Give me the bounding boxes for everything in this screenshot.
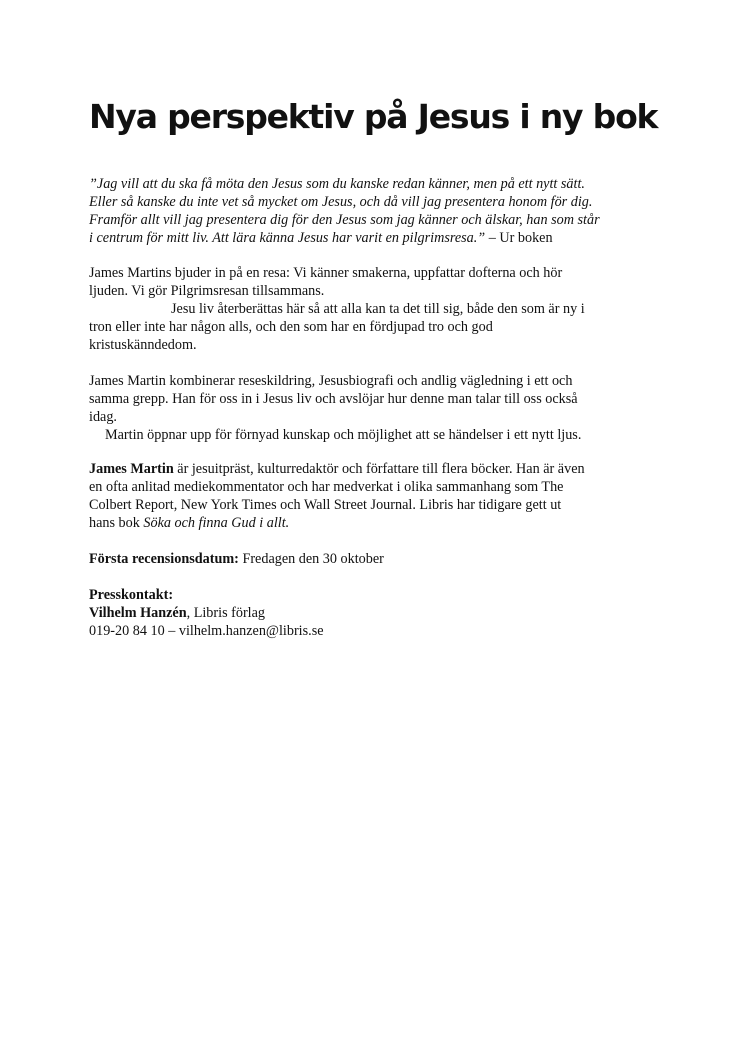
author-bio-line: en ofta anlitad mediekommentator och har medverkat i olika sammanhang som The [89,479,564,495]
quote-attribution: – Ur boken [485,230,553,246]
author-bio-text: hans bok [89,515,144,531]
author-name: James Martin [89,461,174,477]
book-quote [89,175,659,247]
author-bio [89,460,659,532]
author-bio-line [89,514,659,532]
author-bio-line [89,460,659,478]
review-date-label: Första recensionsdatum: [89,551,239,567]
paragraph-line: Jesu liv återberättas här så att alla kan ta det till sig, både den som är ny i [171,301,585,317]
quote-line: Eller så kanske du inte vet så mycket om Jesus, och då vill jag presentera honom för dig. [89,194,593,210]
book-title: Söka och finna Gud i allt. [143,515,290,531]
author-bio-text: är jesuitpräst, kulturredaktör och författare till flera böcker. Han är även [173,461,585,477]
description-paragraph [89,372,659,444]
paragraph-line: Martin öppnar upp för förnyad kunskap och möjlighet att se händelser i ett nytt ljus. [105,427,582,443]
paragraph-line: tron eller inte har någon alls, och den som har en fördjupad tro och god [89,319,493,335]
document-title: Nya perspektiv på Jesus i ny bok [89,97,658,136]
paragraph-line: ljuden. Vi gör Pilgrimsresan tillsammans. [89,283,325,299]
press-contact [89,586,659,640]
press-contact-org: , Libris förlag [186,605,266,621]
quote-line: Framför allt vill jag presentera dig för den Jesus som jag känner och älskar, han som står [89,212,600,228]
paragraph-line: James Martin kombinerar reseskildring, Jesusbiografi och andlig vägledning i ett och [89,373,573,389]
paragraph-line: kristuskänndedom. [89,337,197,353]
quote-line: ”Jag vill att du ska få möta den Jesus som du kanske redan känner, men på ett nytt sätt. [89,176,585,192]
author-bio-line: Colbert Report, New York Times och Wall Street Journal. Libris har tidigare gett ut [89,497,562,513]
review-date [89,550,659,568]
quote-last-line [89,229,659,247]
paragraph-line: samma grepp. Han för oss in i Jesus liv och avslöjar hur denne man talar till oss också [89,391,578,407]
paragraph-line: James Martins bjuder in på en resa: Vi känner smakerna, uppfattar dofterna och hör [89,265,563,281]
paragraph-line: idag. [89,409,117,425]
press-contact-name: Vilhelm Hanzén [89,605,187,621]
press-contact-heading: Presskontakt: [89,587,174,603]
intro-paragraph [89,264,659,354]
quote-line: i centrum för mitt liv. Att lära känna Jesus har varit en pilgrimsresa.” [89,230,486,246]
press-contact-phone-email[interactable]: 019-20 84 10 – vilhelm.hanzen@libris.se [89,623,324,639]
review-date-value: Fredagen den 30 oktober [238,551,384,567]
